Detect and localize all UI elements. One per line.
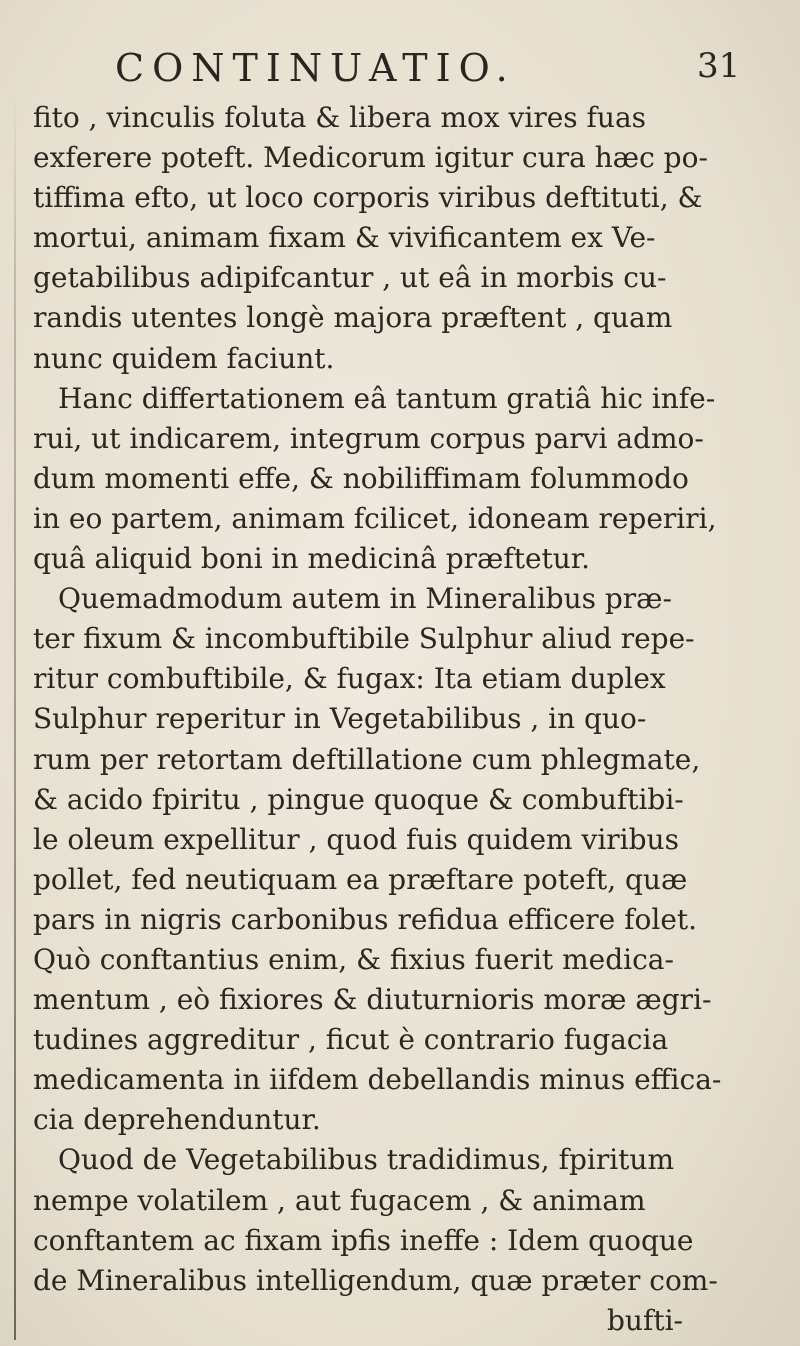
catchword: bufti- — [607, 1303, 683, 1337]
text-line: rum per retortam deftillatione cum phlegmate, — [33, 742, 701, 776]
text-line: pars in nigris carbonibus refidua efficere folet. — [33, 902, 698, 936]
paragraph-start-line: Quemadmodum autem in Mineralibus præ- — [58, 582, 672, 616]
text-line: mortui, animam fixam & vivificantem ex Ve- — [33, 221, 656, 255]
text-line: le oleum expellitur , quod fuis quidem viribus — [33, 822, 679, 856]
text-line: ter fixum & incombuftibile Sulphur aliud repe- — [33, 622, 695, 656]
text-line: exferere poteft. Medicorum igitur cura hæc po- — [33, 141, 708, 175]
text-line: medicamenta in iifdem debellandis minus effica- — [33, 1063, 722, 1097]
text-line: pollet, fed neutiquam ea præftare poteft, quæ — [33, 862, 688, 896]
text-line: fito , vinculis foluta & libera mox vires fuas — [33, 101, 647, 134]
text-line: nunc quidem faciunt. — [33, 341, 335, 375]
text-line: in eo partem, animam fcilicet, idoneam reperiri, — [33, 501, 717, 535]
paragraph-start-line: Hanc differtationem eâ tantum gratiâ hic infe- — [58, 381, 716, 415]
text-line: getabilibus adipifcantur , ut eâ in morbis cu- — [33, 261, 667, 295]
text-line: tudines aggreditur , ficut è contrario fugacia — [33, 1023, 669, 1057]
text-line: nempe volatilem , aut fugacem , & animam — [33, 1183, 646, 1217]
page-header — [0, 40, 800, 90]
paragraph-start-line: Quod de Vegetabilibus tradidimus, fpiritum — [58, 1143, 674, 1177]
text-line: Quò conftantius enim, & fixius fuerit medica- — [33, 942, 674, 976]
text-line: rui, ut indicarem, integrum corpus parvi admo- — [33, 421, 704, 455]
text-line: randis utentes longè majora præftent , quam — [33, 301, 673, 335]
page-number: 31 — [697, 46, 741, 86]
binding-gutter-shadow — [14, 90, 16, 1340]
text-line: ritur combuftibile, & fugax: Ita etiam duplex — [33, 662, 666, 696]
text-line: conftantem ac fixam ipfis ineffe : Idem quoque — [33, 1223, 694, 1257]
text-line: tiffima efto, ut loco corporis viribus deftituti, & — [33, 181, 703, 215]
text-line: Sulphur reperitur in Vegetabilibus , in quo- — [33, 702, 647, 736]
text-line: quâ aliquid boni in medicinâ præftetur. — [33, 542, 591, 576]
text-line: de Mineralibus intelligendum, quæ præter com- — [33, 1263, 718, 1297]
text-line: cia deprehenduntur. — [33, 1103, 321, 1137]
text-line: mentum , eò fixiores & diuturnioris moræ ægri- — [33, 983, 712, 1017]
text-line: dum momenti effe, & nobiliffimam folummodo — [33, 461, 689, 495]
running-title: CONTINUATIO. — [115, 46, 516, 90]
text-line: & acido fpiritu , pingue quoque & combuftibi- — [33, 782, 684, 816]
body-text — [33, 98, 753, 1341]
